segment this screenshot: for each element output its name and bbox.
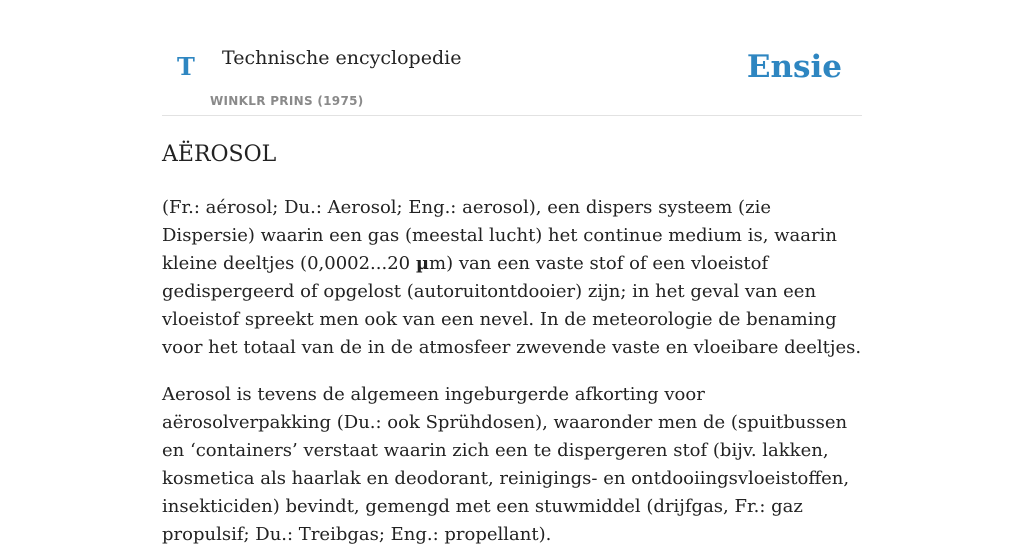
article-title: AËROSOL — [162, 142, 277, 167]
paragraph-1-text-a: (Fr.: aérosol; Du.: Aerosol; Eng.: aerosol), een dispers systeem (zie Dispersie) waarin een gas (meestal lucht) het continue medium is, waarin kleine deeltjes (0,0002...20 — [162, 197, 837, 275]
article-paragraph-2: Aerosol is tevens de algemeen ingeburgerde afkorting voor aërosolverpakking (Du.: ook Sprühdosen), waaronder men de (spuitbussen en ‘containers’ verstaat waarin zich een te dispergeren stof (bijv. lakken, kosmetica als haarlak en deodorant, reinigings- en ontdooiingsvloeistoffen, insekticiden) bevindt, gemengd met een stuwmiddel (drijfgas, Fr.: gaz propulsif; Du.: Treibgas; Eng.: propellant). — [162, 384, 850, 546]
brand-logo-link[interactable]: Ensie — [746, 49, 842, 85]
book-logo-icon[interactable]: T — [177, 52, 195, 81]
micro-symbol: µ — [415, 253, 430, 275]
book-title[interactable]: Technische encyclopedie — [222, 47, 462, 69]
book-subtitle: WINKLR PRINS (1975) — [210, 94, 364, 108]
page-container — [162, 0, 862, 549]
header — [162, 0, 862, 116]
paragraph-1-text-b: m) van een vaste stof of een vloeistof gedispergeerd of opgelost (autoruitontdooier) zijn; in het geval van een vloeistof spreekt men ook van een nevel. In de meteorologie de benaming voor het totaal van de in de atmosfeer zwevende vaste en vloeibare deeltjes. — [162, 253, 862, 359]
article-paragraph-1 — [162, 194, 862, 362]
